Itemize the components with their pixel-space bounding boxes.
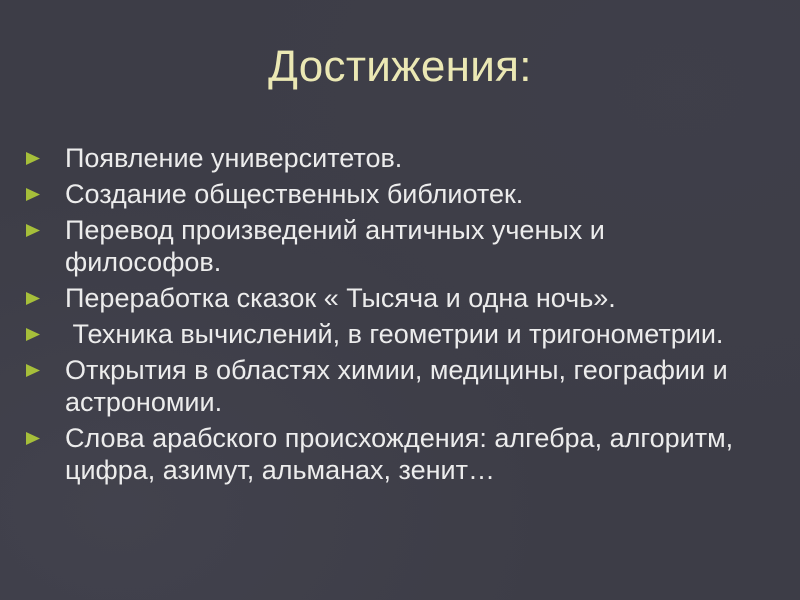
slide-title: Достижения:: [268, 42, 532, 91]
list-item-text: Создание общественных библиотек.: [65, 179, 524, 209]
list-item-text: Переработка сказок « Тысяча и одна ночь».: [65, 283, 616, 313]
list-item: [26, 422, 766, 486]
list-item: [26, 142, 766, 174]
triangle-bullet-icon: [26, 214, 40, 246]
list-item-text: Появление университетов.: [65, 143, 403, 173]
list-item: [26, 214, 766, 278]
list-item: [26, 282, 766, 314]
triangle-bullet-icon: [26, 422, 40, 454]
list-item-text: Перевод произведений античных ученых и философов.: [65, 215, 605, 277]
triangle-bullet-icon: [26, 282, 40, 314]
list-item-text: Слова арабского происхождения: алгебра, алгоритм, цифра, азимут, альманах, зенит…: [65, 423, 734, 485]
list-item: [26, 354, 766, 418]
triangle-bullet-icon: [26, 178, 40, 210]
triangle-bullet-icon: [26, 354, 40, 386]
triangle-bullet-icon: [26, 142, 40, 174]
list-item-text: Открытия в областях химии, медицины, географии и астрономии.: [65, 355, 728, 417]
list-item-text: Техника вычислений, в геометрии и тригонометрии.: [65, 319, 724, 349]
list-item: [26, 178, 766, 210]
list-item: [26, 318, 766, 350]
achievements-list: [26, 142, 766, 490]
triangle-bullet-icon: [26, 318, 40, 350]
